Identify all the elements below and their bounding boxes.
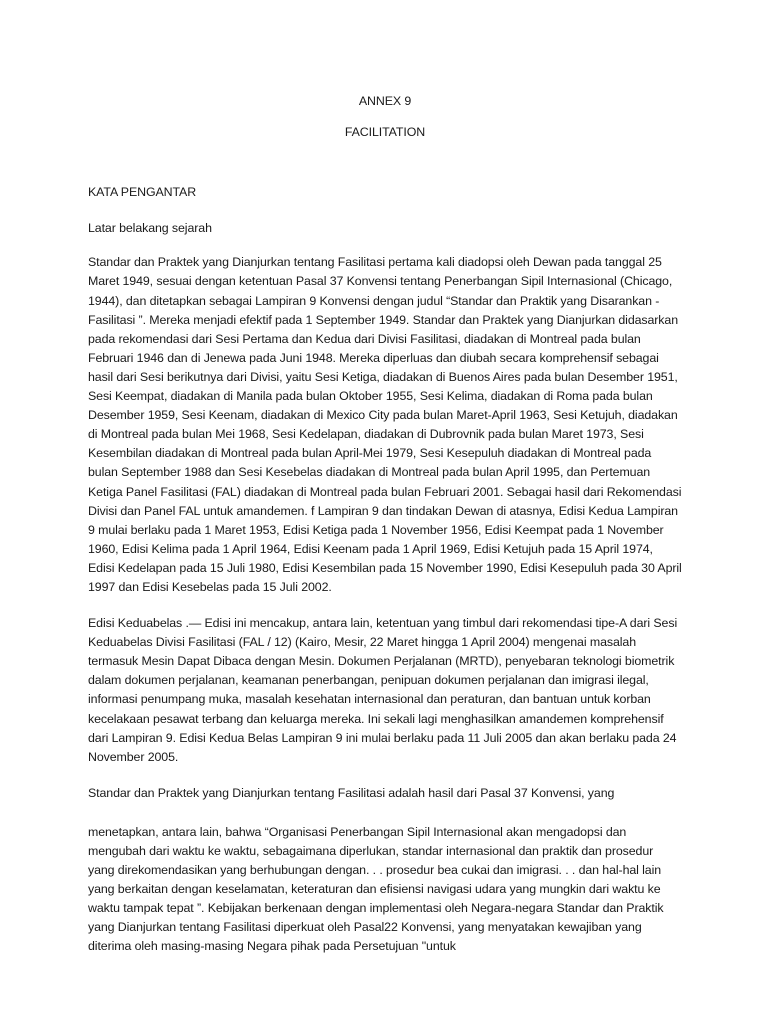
paragraph-article-37: Standar dan Praktek yang Dianjurkan tentang Fasilitasi adalah hasil dari Pasal 37 Konvensi, yang: [88, 785, 615, 800]
subsection-heading: Latar belakang sejarah: [88, 221, 212, 236]
paragraph-article-37-continued: menetapkan, antara lain, bahwa “Organisasi Penerbangan Sipil Internasional akan mengadopsi dan mengubah dari waktu ke waktu, sebagaimana diperlukan, standar internasional dan praktik dan prosedur yang direkomendasikan yang berhubungan dengan. . . prosedur bea cukai dan imigrasi. . . dan hal-hal lain yang berkaitan dengan keselamatan, keteraturan dan efisiensi navigasi udara yang mungkin dari waktu ke waktu tampak tepat ”. Kebijakan berkenaan dengan implementasi oleh Negara-negara Standar dan Praktik yang Dianjurkan tentang Fasilitasi diperkuat oleh Pasal22 Konvensi, yang menyatakan kewajiban yang diterima oleh masing-masing Negara pihak pada Persetujuan "untuk: [88, 824, 664, 954]
facilitation-title: FACILITATION: [344, 125, 426, 140]
section-heading: KATA PENGANTAR: [88, 185, 197, 200]
paragraph-twelfth-edition: Edisi Keduabelas .— Edisi ini mencakup, antara lain, ketentuan yang timbul dari rekomendasi tipe-A dari Sesi Keduabelas Divisi Fasilitasi (FAL / 12) (Kairo, Mesir, 22 Maret hingga 1 April 2004) mengenai masalah termasuk Mesin Dapat Dibaca dengan Mesin. Dokumen Perjalanan (MRTD), penyebaran teknologi biometrik dalam dokumen perjalanan, keamanan penerbangan, penipuan dokumen perjalanan dan imigrasi ilegal, informasi penumpang muka, masalah kesehatan internasional dan peraturan, dan bantuan untuk korban kecelakaan pesawat terbang dan keluarga mereka. Ini sekali lagi menghasilkan amandemen komprehensif dari Lampiran 9. Edisi Kedua Belas Lampiran 9 ini mulai berlaku pada 11 Juli 2005 dan akan berlaku pada 24 November 2005.: [88, 616, 678, 764]
annex-title: ANNEX 9: [358, 94, 412, 108]
paragraph-history: Standar dan Praktek yang Dianjurkan tentang Fasilitasi pertama kali diadopsi oleh Dewan pada tanggal 25 Maret 1949, sesuai dengan ketentuan Pasal 37 Konvensi tentang Penerbangan Sipil Internasional (Chicago, 1944), dan ditetapkan sebagai Lampiran 9 Konvensi dengan judul “Standar dan Praktik yang Disarankan - Fasilitasi ”. Mereka menjadi efektif pada 1 September 1949. Standar dan Praktek yang Dianjurkan didasarkan pada rekomendasi dari Sesi Pertama dan Kedua dari Divisi Fasilitasi, diadakan di Montreal pada bulan Februari 1946 dan di Jenewa pada Juni 1948. Mereka diperluas dan diubah secara komprehensif sebagai hasil dari Sesi berikutnya dari Divisi, yaitu Sesi Ketiga, diadakan di Buenos Aires pada bulan Desember 1951, Sesi Keempat, diadakan di Manila pada bulan Oktober 1955, Sesi Kelima, diadakan di Roma pada bulan Desember 1959, Sesi Keenam, diadakan di Mexico City pada bulan Maret-April 1963, Sesi Ketujuh, diadakan di Montreal pada bulan Mei 1968, Sesi Kedelapan, diadakan di Dubrovnik pada bulan Maret 1973, Sesi Kesembilan diadakan di Montreal pada bulan April-Mei 1979, Sesi Kesepuluh diadakan di Montreal pada bulan September 1988 dan Sesi Kesebelas diadakan di Montreal pada bulan April 1995, dan Pertemuan Ketiga Panel Fasilitasi (FAL) diadakan di Montreal pada bulan Februari 2001. Sebagai hasil dari Rekomendasi Divisi dan Panel FAL untuk amandemen. f Lampiran 9 dan tindakan Dewan di atasnya, Edisi Kedua Lampiran 9 mulai berlaku pada 1 Maret 1953, Edisi Ketiga pada 1 November 1956, Edisi Keempat pada 1 November 1960, Edisi Kelima pada 1 April 1964, Edisi Keenam pada 1 April 1969, Edisi Ketujuh pada 15 April 1974, Edisi Kedelapan pada 15 Juli 1980, Edisi Kesembilan pada 15 November 1990, Edisi Kesepuluh pada 30 April 1997 dan Edisi Kesebelas pada 15 Juli 2002.: [88, 255, 682, 594]
